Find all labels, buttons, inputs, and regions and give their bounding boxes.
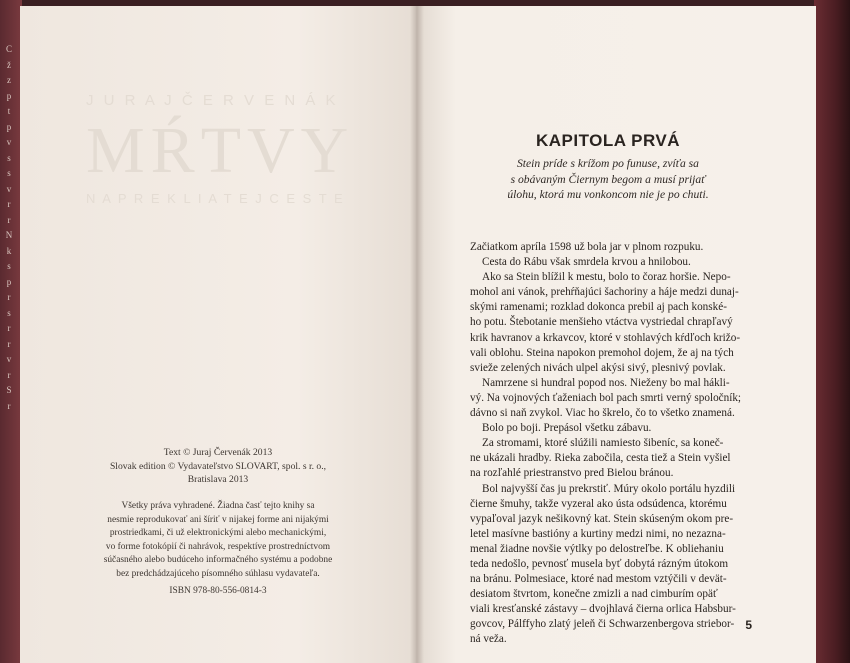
isbn: ISBN 978-80-556-0814-3 xyxy=(169,586,267,596)
book-cover-edge-left xyxy=(0,0,22,663)
edge-letter: p xyxy=(6,90,12,101)
text-line: Za stromami, ktoré slúžili namiesto šibeníc, sa koneč- xyxy=(482,437,724,450)
text-line: vypaľoval jazyk nešikovný kat. Stein skúseným okom pre- xyxy=(470,512,734,525)
text-line: menal žiadne novšie výtlky po delostreľbe. K obliehaniu xyxy=(470,542,724,555)
text-line: svieže zelených nivách ulpel akýsi sivý, plesnivý povlak. xyxy=(470,361,726,374)
edge-letter: k xyxy=(6,245,12,256)
rights-line: nesmie reprodukovať ani šíriť v nijakej forme ani nijakými xyxy=(107,514,329,525)
text-line: Začiatkom apríla 1598 už bola jar v plnom rozpuku. xyxy=(470,241,704,253)
text-line: Bol najvyšší čas ju prekrstiť. Múry okolo portálu hyzdili xyxy=(482,482,736,495)
text-line: Namrzene si hundral popod nos. Nieženy bo mal hákli- xyxy=(482,376,730,389)
credit-line: Slovak edition © Vydavateľstvo SLOVART, spol. s r. o., xyxy=(109,460,327,472)
chapter-body-text xyxy=(470,240,748,648)
book-cover-edge-right xyxy=(814,0,850,663)
previous-page-edge-text xyxy=(2,42,16,414)
edge-letter: C xyxy=(5,44,12,54)
edge-letter: r xyxy=(7,400,11,411)
edge-letter: r xyxy=(7,338,11,349)
edge-letter: v xyxy=(6,137,12,147)
edge-letter: N xyxy=(5,230,13,240)
text-line: viali kresťanské zástavy – dvojhlavá čierna orlica Habsbur- xyxy=(470,603,736,616)
rights-line: prostriedkami, či už elektronickými alebo mechanickými, xyxy=(109,528,327,539)
edge-letter: v xyxy=(6,183,12,194)
edge-letter: r xyxy=(7,199,11,209)
text-line: govcov, Pálffyho zlatý jeleň či Schwarzenbergova striebor- xyxy=(470,618,735,631)
edge-letter: r xyxy=(7,214,11,225)
text-line: teda nedošlo, pevnosť musela byť dobytá rázným útokom xyxy=(470,557,729,570)
text-line: desiatom štvrtom, konečne zmizli a nad cimburím opäť xyxy=(470,588,718,601)
book-gutter xyxy=(410,6,424,663)
edge-letter: p xyxy=(6,121,12,132)
text-line: mohol ani vánok, prehŕňajúci šachoriny a háje medzi dunaj- xyxy=(470,286,739,299)
edge-letter: z xyxy=(7,75,11,85)
rights-line: vo forme fotokópií či nahrávok, respektíve prostredníctvom xyxy=(105,541,331,552)
text-line: vali oblohu. Steina napokon premohol dojem, že aj na tých xyxy=(470,346,734,359)
ghost-title: MŔTVY xyxy=(86,114,355,187)
credit-line: Bratislava 2013 xyxy=(187,474,249,485)
rights-line: Všetky práva vyhradené. Žiadna časť tejto knihy sa xyxy=(121,501,315,511)
rights-line: súčasného alebo budúceho informačného systému a podobne xyxy=(103,555,333,566)
text-line: na bránu. Polmesiace, ktoré nad mestom vztýčili v devät- xyxy=(470,573,727,586)
edge-letter: t xyxy=(7,106,11,116)
edge-letter: s xyxy=(7,152,11,163)
rights-notice xyxy=(48,500,388,582)
text-line: skými ramenami; rozklad dokonca prebil aj pach konské- xyxy=(470,301,727,314)
edge-letter: v xyxy=(6,354,12,364)
chapter-title: KAPITOLA PRVÁ xyxy=(535,131,681,150)
ghost-author: J U R A J Č E R V E N Á K xyxy=(86,92,339,109)
page-number: 5 xyxy=(745,618,752,632)
text-line: ne ukázali hradby. Rieka zabočila, cesta tiež a Stein vyšiel xyxy=(470,452,731,465)
edge-letter: S xyxy=(6,385,12,395)
text-line: krik havranov a krkavcov, ktoré v stohlavých kŕdľoch križo- xyxy=(470,331,741,344)
text-line: Cesta do Rábu však smrdela krvou a hnilobou. xyxy=(482,256,691,269)
edge-letter: p xyxy=(6,276,12,287)
text-line: čierne šmuhy, takže vyzeral ako ústa odsúdenca, ktorému xyxy=(470,497,727,510)
text-line: dávno si naň zvykol. Viac ho škrelo, čo to všetko znamená. xyxy=(470,407,735,420)
text-line: na rozľahlé priestranstvo pred Bielou bránou. xyxy=(470,467,674,480)
text-line: ná veža. xyxy=(470,633,507,646)
edge-letter: s xyxy=(7,168,11,178)
text-line: Bolo po boji. Prepásol všetku zábavu. xyxy=(482,422,652,435)
edge-letter: r xyxy=(7,369,11,380)
text-line: Ako sa Stein blížil k mestu, bolo to čoraz horšie. Nepo- xyxy=(482,271,731,284)
credit-line: Text © Juraj Červenák 2013 xyxy=(163,447,273,458)
edge-letter: r xyxy=(7,323,11,333)
epigraph-line: úlohu, ktorá mu vonkoncom nie je po chuti. xyxy=(507,188,709,202)
edge-letter: s xyxy=(7,307,11,318)
text-line: ho potu. Štebotanie menšieho vtáctva vystriedal chrapľavý xyxy=(470,316,733,329)
chapter-epigraph xyxy=(470,156,746,203)
edge-letter: r xyxy=(7,292,11,302)
ghost-subtitle: N A P R E K L I A T E J C E S T E xyxy=(86,191,345,206)
edge-letter: ž xyxy=(7,59,11,70)
text-line: vý. Na vojnových ťaženiach bol pach smrti verný spoločník; xyxy=(470,391,742,404)
epigraph-line: Stein príde s krížom po funuse, zvíťa sa xyxy=(517,157,699,170)
edge-letter: s xyxy=(7,261,11,271)
text-line: letel masívne bastióny a kurtiny medzi nimi, no nezazna- xyxy=(470,527,726,540)
copyright-credits xyxy=(20,446,416,487)
rights-line: bez predchádzajúceho písomného súhlasu vydavateľa. xyxy=(116,568,320,579)
epigraph-line: s obávaným Čiernym begom a musí prijať xyxy=(510,172,706,186)
